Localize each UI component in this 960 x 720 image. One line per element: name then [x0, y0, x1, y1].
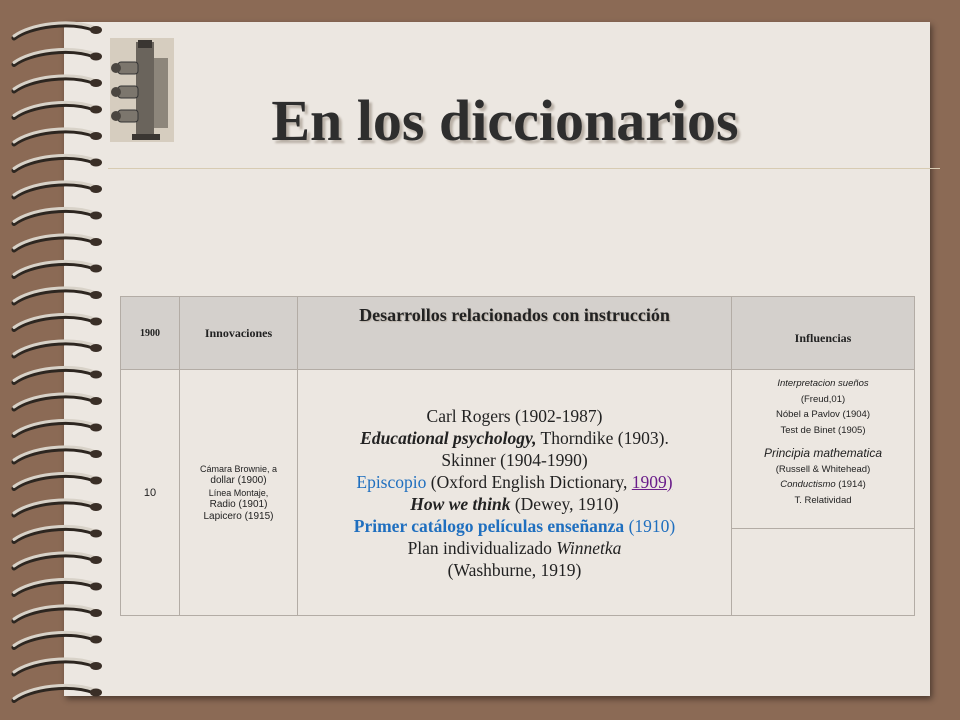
- spiral-ring: [14, 369, 96, 382]
- dictionary-link[interactable]: 1909): [631, 471, 673, 492]
- developments-cell: [298, 370, 732, 616]
- spiral-ring: [14, 687, 96, 700]
- spiral-ring: [14, 157, 96, 170]
- binding-hole: [90, 159, 102, 167]
- binding-hole: [90, 371, 102, 379]
- innovation-line: Cámara Brownie, a: [199, 463, 278, 474]
- influence-line: Conductismo (1914): [780, 479, 866, 490]
- timeline-table: [120, 296, 915, 616]
- binding-hole: [90, 609, 102, 617]
- influence-line: Test de Binet (1905): [780, 424, 866, 436]
- binding-hole: [90, 26, 102, 34]
- innovation-line: dollar (1900): [210, 474, 267, 486]
- spiral-ring: [14, 210, 96, 223]
- header-developments: Desarrollos relacionados con instrucción: [298, 297, 732, 370]
- binding-hole: [90, 397, 102, 405]
- spiral-ring: [14, 25, 96, 38]
- header-year: 1900: [121, 297, 180, 370]
- development-line: (Washburne, 1919): [447, 559, 582, 580]
- spiral-ring: [14, 502, 96, 515]
- decade-cell: 10: [121, 370, 180, 616]
- slide-title: En los diccionarios: [271, 88, 739, 153]
- influences-cell: [732, 370, 915, 529]
- binding-hole: [90, 344, 102, 352]
- binding-hole: [90, 662, 102, 670]
- binding-hole: [90, 318, 102, 326]
- influence-line: (Russell & Whitehead): [775, 463, 871, 475]
- binding-hole: [90, 238, 102, 246]
- header-innovations: Innovaciones: [180, 297, 298, 370]
- spiral-ring: [14, 263, 96, 276]
- development-line: Skinner (1904-1990): [441, 449, 588, 470]
- development-line: Episcopio (Oxford English Dictionary, 1909): [356, 471, 673, 492]
- development-line: Plan individualizado Winnetka: [407, 537, 622, 558]
- binding-hole: [90, 291, 102, 299]
- title-divider: [108, 168, 940, 169]
- binding-hole: [90, 185, 102, 193]
- spiral-ring: [14, 396, 96, 409]
- influence-line: Nóbel a Pavlov (1904): [776, 409, 870, 420]
- innovation-line: Lapicero (1915): [203, 510, 274, 522]
- binding-hole: [90, 53, 102, 61]
- binding-hole: [90, 636, 102, 644]
- influence-line: Interpretacion sueños: [777, 378, 869, 389]
- development-line: How we think (Dewey, 1910): [410, 493, 619, 514]
- spiral-ring: [14, 184, 96, 197]
- binding-hole: [90, 503, 102, 511]
- influence-line: Principia mathematica: [763, 446, 883, 460]
- spiral-ring: [14, 449, 96, 462]
- development-line: Primer catálogo películas enseñanza (1910): [353, 515, 676, 536]
- spiral-ring: [14, 475, 96, 488]
- binding-hole: [90, 556, 102, 564]
- binding-hole: [90, 212, 102, 220]
- spiral-ring: [14, 316, 96, 329]
- influence-line: T. Relatividad: [794, 494, 852, 506]
- empty-influence-cell: [732, 529, 915, 616]
- spiral-ring: [14, 78, 96, 91]
- innovation-line: Radio (1901): [209, 498, 268, 510]
- spiral-ring: [14, 237, 96, 250]
- spiral-ring: [14, 661, 96, 674]
- binding-hole: [90, 424, 102, 432]
- development-line: Carl Rogers (1902-1987): [426, 405, 603, 426]
- spiral-ring: [14, 608, 96, 621]
- innovations-cell: [180, 370, 298, 616]
- spiral-ring: [14, 634, 96, 647]
- header-influences: Influencias: [732, 297, 915, 370]
- spiral-ring: [14, 51, 96, 64]
- table-row: [121, 370, 915, 529]
- spiral-ring: [14, 343, 96, 356]
- spiral-ring: [14, 555, 96, 568]
- binding-hole: [90, 530, 102, 538]
- binding-hole: [90, 477, 102, 485]
- binding-hole: [90, 583, 102, 591]
- innovation-line: Línea Montaje,: [208, 487, 269, 498]
- binding-hole: [90, 689, 102, 697]
- spiral-ring: [14, 528, 96, 541]
- binding-hole: [90, 450, 102, 458]
- development-line: Educational psychology, Thorndike (1903).: [360, 427, 669, 448]
- influence-line: (Freud,01): [800, 393, 846, 405]
- binding-hole: [90, 79, 102, 87]
- spacer: [732, 438, 914, 446]
- spiral-ring: [14, 290, 96, 303]
- table-header-row: [121, 297, 915, 370]
- spiral-ring: [14, 581, 96, 594]
- binding-hole: [90, 265, 102, 273]
- spiral-ring: [14, 422, 96, 435]
